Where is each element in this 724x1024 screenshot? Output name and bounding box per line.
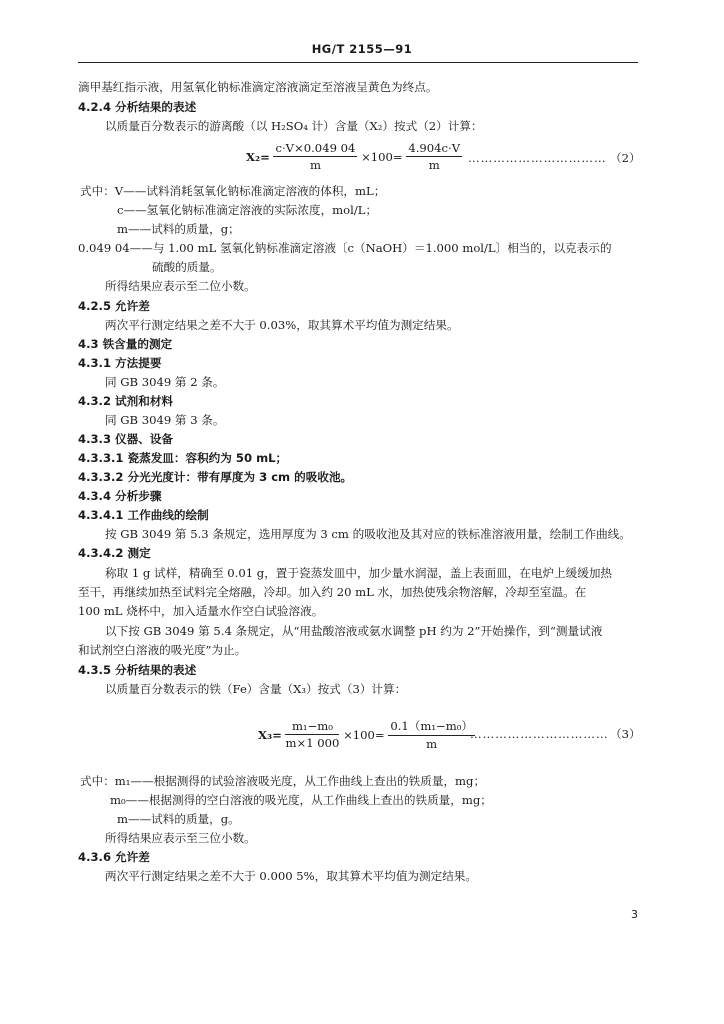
section-heading-4-3-5: 4.3.5 分析结果的表述 (78, 663, 197, 677)
paragraph-line: 滴甲基红指示液，用氢氧化钠标准滴定溶液滴定至溶液呈黄色为终点。 (78, 80, 438, 94)
fraction-denominator: m (428, 158, 440, 172)
formula-fraction (388, 718, 475, 751)
paragraph-line: 称取 1 g 试样，精确至 0.01 g，置于瓷蒸发皿中，加少量水润湿，盖上表面皿，在电炉上缓缓加热 (105, 566, 613, 580)
section-heading-4-3-6: 4.3.6 允许差 (78, 850, 150, 864)
fraction-denominator: m (309, 158, 321, 172)
formula-operator: ×100= (361, 149, 403, 164)
page-header: HG/T 2155—91 (311, 42, 413, 56)
section-heading-4-3-1: 4.3.1 方法提要 (78, 356, 162, 370)
section-heading-4-3-4-1: 4.3.4.1 工作曲线的绘制 (78, 508, 209, 522)
section-heading-4-3-3-1: 4.3.3.1 瓷蒸发皿：容积约为 50 mL； (78, 451, 288, 465)
formula-leader-dots: …………………………… (470, 727, 609, 741)
section-heading-4-3-3: 4.3.3 仪器、设备 (78, 432, 174, 446)
paragraph-line: 以下按 GB 3049 第 5.4 条规定，从“用盐酸溶液或氨水调整 pH 约为 2”开始操作，到“测量试液 (105, 624, 603, 638)
paragraph-line: 100 mL 烧杯中，加入适量水作空白试验溶液。 (78, 604, 324, 618)
formula-fraction (285, 719, 339, 750)
fraction-numerator: m₁−m₀ (285, 719, 339, 735)
variable-definition: m——试料的质量，g。 (117, 812, 240, 826)
section-heading-4-3-3-2: 4.3.3.2 分光光度计：带有厚度为 3 cm 的吸收池。 (78, 470, 353, 484)
fraction-numerator: c·V×0.049 04 (275, 141, 356, 155)
formula-2 (246, 141, 462, 172)
page-number: 3 (631, 908, 638, 921)
variable-definition: 硫酸的质量。 (152, 260, 222, 274)
formula-number: （2） (610, 151, 641, 165)
fraction-denominator: m×1 000 (285, 736, 340, 750)
formula-number: （3） (610, 727, 641, 741)
variable-definition: 0.049 04——与 1.00 mL 氢氧化钠标准滴定溶液〔c（NaOH）＝1.000 mol/L〕相当的，以克表示的 (78, 241, 612, 255)
variable-definition: 式中：m₁——根据测得的试验溶液吸光度，从工作曲线上查出的铁质量，mg； (80, 774, 486, 788)
paragraph-line: 所得结果应表示至二位小数。 (105, 279, 256, 293)
formula-operator: ×100= (343, 727, 385, 742)
variable-definition: 式中：V——试料消耗氢氧化钠标准滴定溶液的体积，mL； (80, 184, 386, 198)
paragraph-line: 所得结果应表示至三位小数。 (105, 831, 256, 845)
header-rule (78, 62, 638, 63)
paragraph-line: 按 GB 3049 第 5.3 条规定，选用厚度为 3 cm 的吸收池及其对应的铁标准溶液用量，绘制工作曲线。 (105, 527, 631, 541)
formula-fraction (273, 141, 357, 172)
paragraph-line: 和试剂空白溶液的吸光度”为止。 (78, 643, 247, 657)
paragraph-line: 以质量百分数表示的游离酸（以 H₂SO₄ 计）含量（X₂）按式（2）计算： (105, 119, 483, 133)
paragraph-line: 两次平行测定结果之差不大于 0.03%，取其算术平均值为测定结果。 (105, 318, 459, 332)
section-heading-4-2-5: 4.2.5 允许差 (78, 299, 150, 313)
variable-definition: m₀——根据测得的空白溶液的吸光度，从工作曲线上查出的铁质量，mg； (110, 793, 492, 807)
variable-definition: m——试料的质量，g； (117, 222, 240, 236)
formula-leader-dots: …………………………… (468, 151, 607, 165)
paragraph-line: 同 GB 3049 第 3 条。 (105, 413, 225, 427)
paragraph-line: 同 GB 3049 第 2 条。 (105, 375, 225, 389)
formula-fraction (406, 141, 462, 172)
fraction-numerator: 4.904c·V (408, 141, 461, 155)
variable-definition: c——氢氧化钠标准滴定溶液的实际浓度，mol/L； (117, 203, 378, 217)
paragraph-line: 两次平行测定结果之差不大于 0.000 5%，取其算术平均值为测定结果。 (105, 869, 477, 883)
formula-3 (258, 718, 475, 751)
section-heading-4-2-4: 4.2.4 分析结果的表述 (78, 100, 197, 114)
formula-lhs: X₃= (258, 727, 282, 742)
section-heading-4-3-4-2: 4.3.4.2 测定 (78, 546, 151, 560)
section-heading-4-3: 4.3 铁含量的测定 (78, 337, 173, 351)
paragraph-line: 以质量百分数表示的铁（Fe）含量（X₃）按式（3）计算： (105, 682, 407, 696)
formula-lhs: X₂= (246, 149, 270, 164)
fraction-denominator: m (426, 737, 438, 751)
paragraph-line: 至干，再继续加热至试料完全熔融，冷却。加入约 20 mL 水，加热使残余物溶解，冷却至室温。在 (78, 585, 587, 599)
section-heading-4-3-2: 4.3.2 试剂和材料 (78, 394, 174, 408)
section-heading-4-3-4: 4.3.4 分析步骤 (78, 489, 162, 503)
fraction-numerator: 0.1（m₁−m₀） (388, 718, 475, 736)
